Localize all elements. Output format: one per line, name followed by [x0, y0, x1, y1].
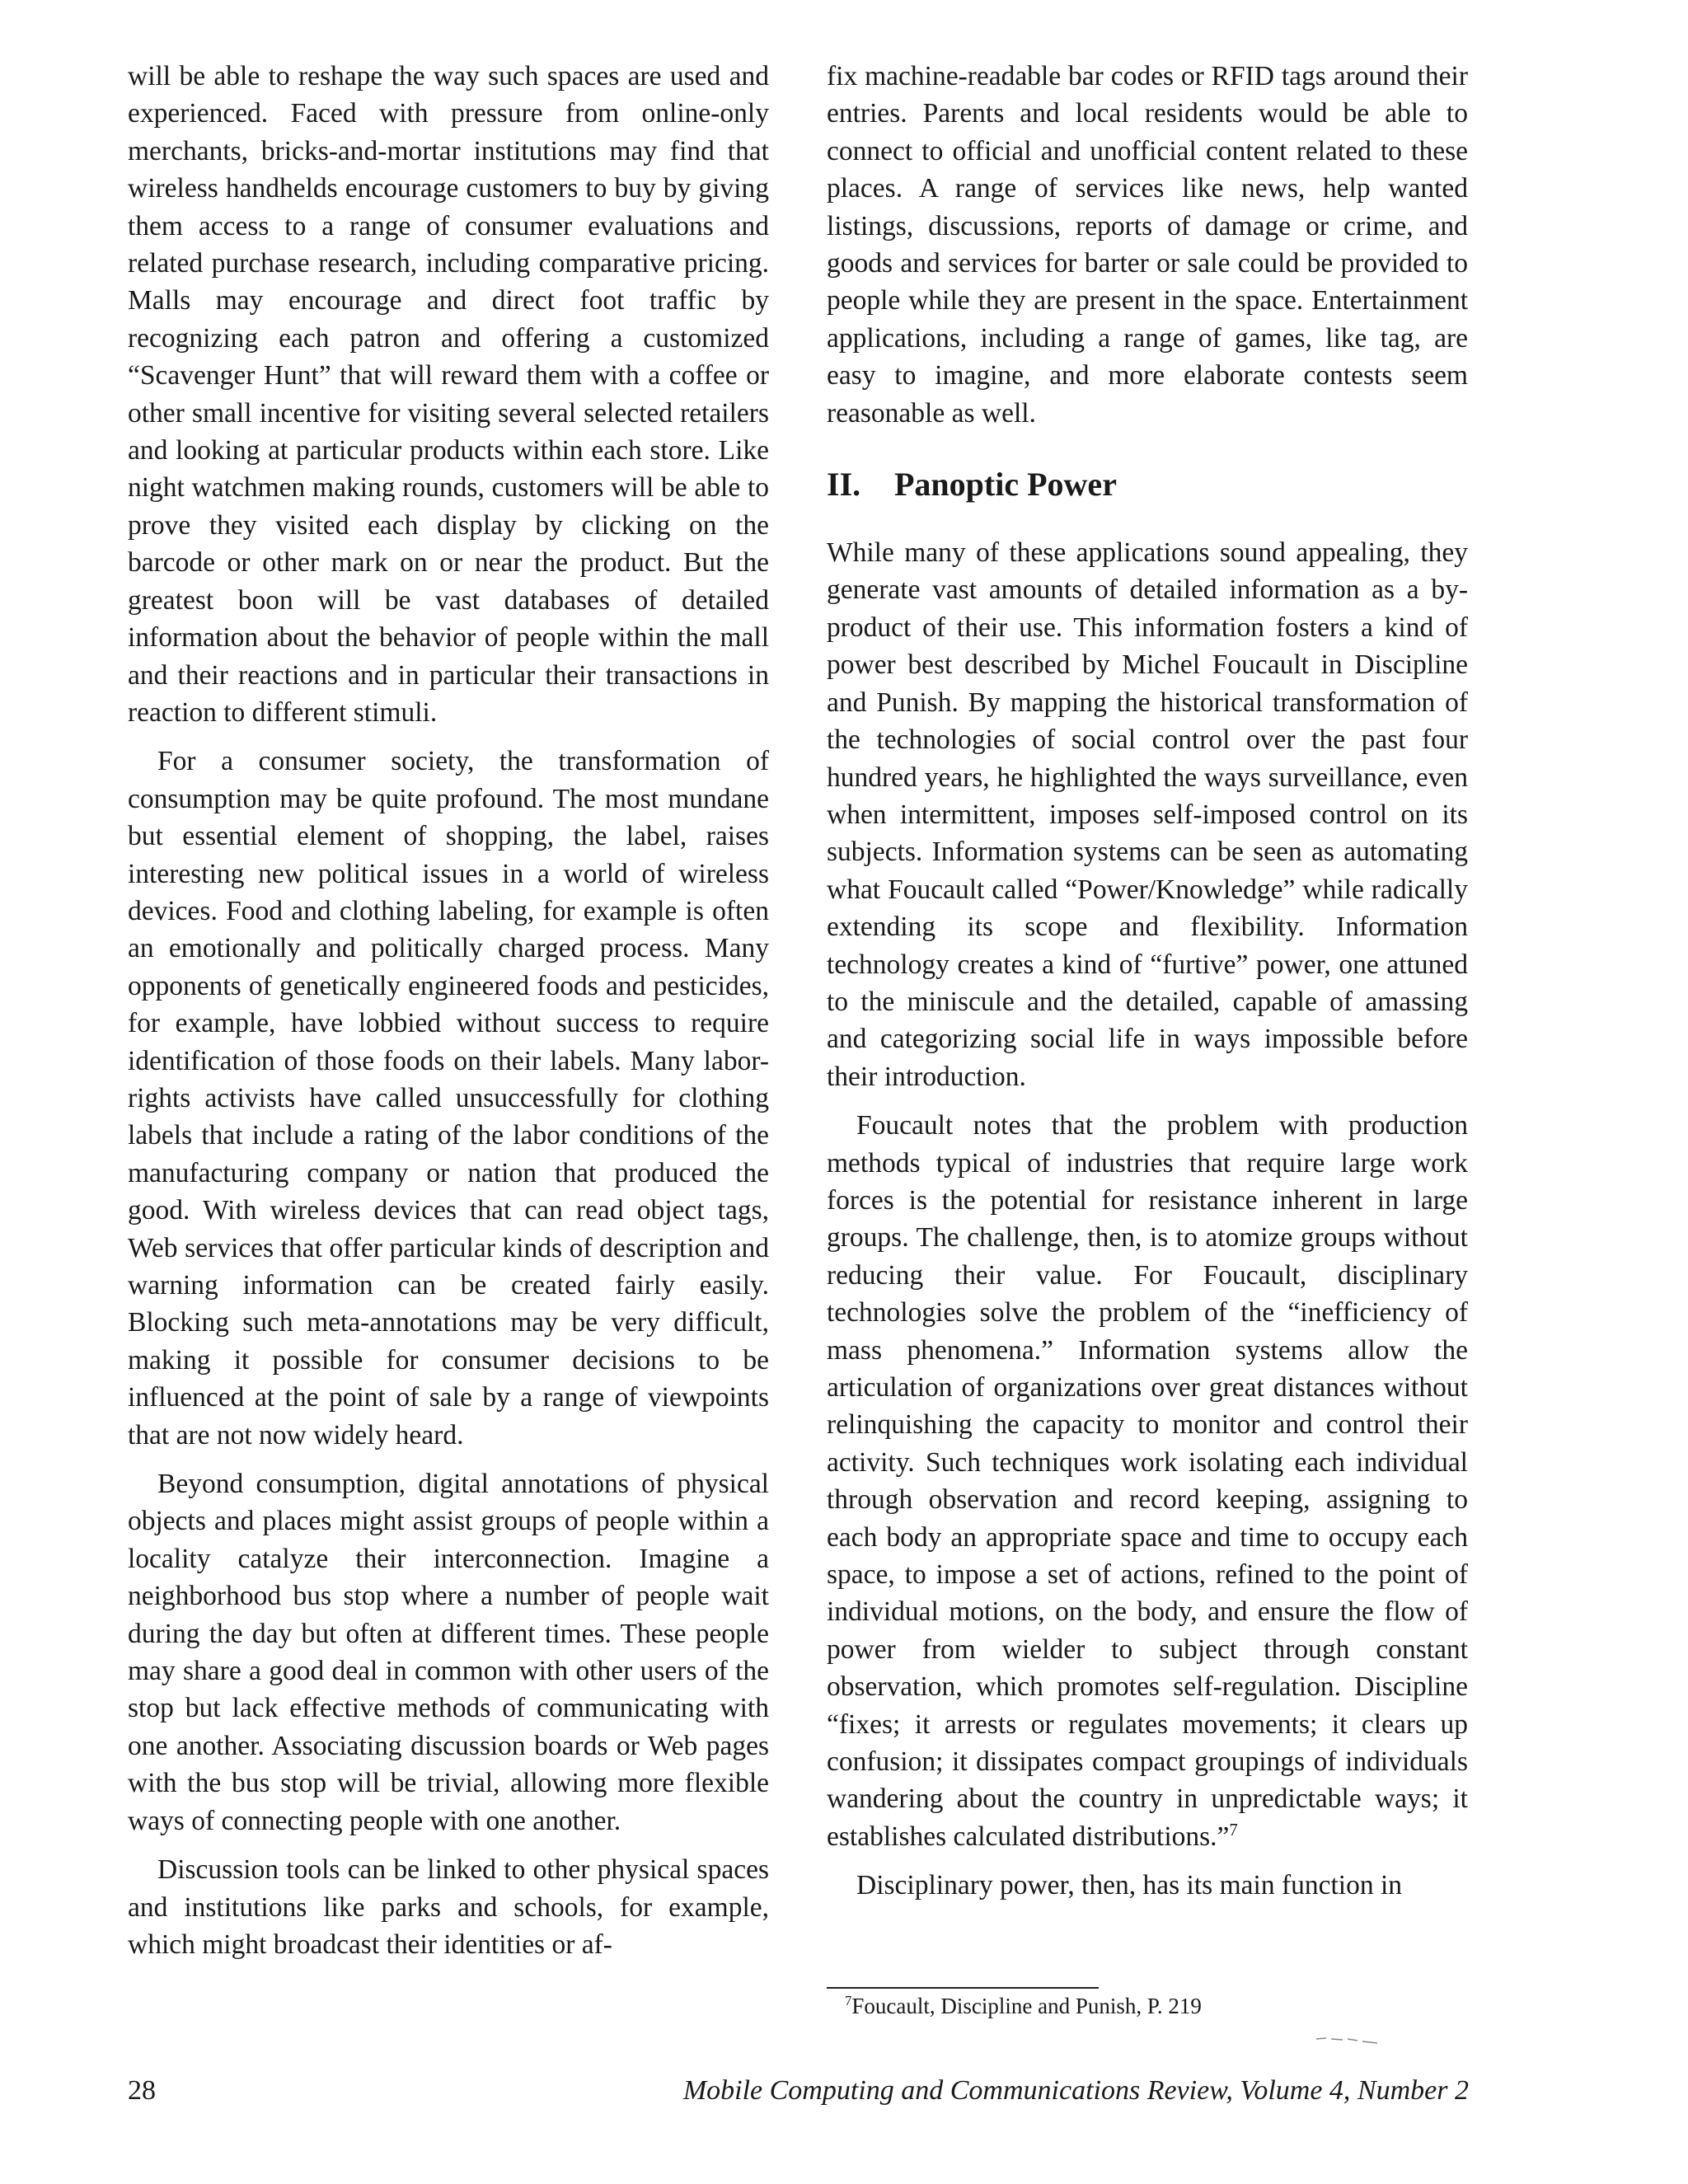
left-column: [128, 58, 769, 1975]
scan-smudge: [1315, 2034, 1381, 2044]
section-title: Panoptic Power: [894, 466, 1117, 504]
body-paragraph: Beyond consumption, digital annotations of physical objects and places might assist groups of people within a locality catalyze their interconnection. Imagine a neighborhood bus stop where a number of people wait during the day but often at different times. These people may share a good deal in common with other users of the stop but lack effective methods of communicating with one another. Associating discussion boards or Web pages with the bus stop will be trivial, allowing more flexible ways of connecting people with one another.: [128, 1469, 769, 1836]
page-number: 28: [128, 2075, 156, 2106]
body-paragraph: For a consumer society, the transformation of consumption may be quite profound. The most mundane but essential element of shopping, the label, raises interesting new political issues in a world of wireless devices. Food and clothing labeling, for example is often an emotionally and politically charged process. Many opponents of genetically engineered foods and pesticides, for example, have lobbied without success to require identification of those foods on their labels. Many labor-rights activists have called unsuccessfully for clothing labels that include a rating of the labor conditions of the manufacturing company or nation that produced the good. With wireless devices that can read object tags, Web services that offer particular kinds of description and warning information can be created fairly easily. Blocking such meta-annotations may be very difficult, making it possible for consumer decisions to be influenced at the point of sale by a range of viewpoints that are not now widely heard.: [128, 746, 769, 1451]
section-number: II.: [827, 466, 861, 504]
body-paragraph: will be able to reshape the way such spaces are used and experienced. Faced with pressure from online-only merchants, bricks-and-mortar institutions may find that wireless handhelds encourage customers to buy by giving them access to a range of consumer evaluations and related purchase research, including comparative pricing. Malls may encourage and direct foot traffic by recognizing each patron and offering a customized “Scavenger Hunt” that will reward them with a coffee or other small incentive for visiting several selected retailers and looking at particular products within each store. Like night watchmen making rounds, customers will be able to prove they visited each display by clicking on the barcode or other mark on or near the product. But the greatest boon will be vast databases of detailed information about the behavior of people within the mall and their reactions and in particular their transactions in reaction to different stimuli.: [128, 61, 769, 728]
right-column: [827, 58, 1468, 1916]
body-paragraph: fix machine-readable bar codes or RFID tags around their entries. Parents and local residents would be able to connect to official and unofficial content related to these places. A range of services like news, help wanted listings, discussions, reports of damage or crime, and goods and services for barter or sale could be provided to people while they are present in the space. Entertainment applications, including a range of games, like tag, are easy to imagine, and more elaborate contests seem reasonable as well.: [827, 61, 1468, 429]
body-paragraph: Disciplinary power, then, has its main function in: [856, 1870, 1403, 1901]
footnote-marker: 7: [845, 1993, 852, 2008]
footnote-text: Foucault, Discipline and Punish, P. 219: [851, 1994, 1202, 2018]
journal-footer: Mobile Computing and Communications Review, Volume 4, Number 2: [682, 2075, 1469, 2106]
paragraph-text: Foucault notes that the problem with production methods typical of industries that require large work forces is the potential for resistance inherent in large groups. The challenge, then, is to atomize groups without reducing their value. For Foucault, disciplinary technologies solve the problem of the “inefficiency of mass phenomena.” Information systems allow the articulation of organizations over great distances without relinquishing the capacity to monitor and control their activity. Such techniques work isolating each individual through observation and record keeping, assigning to each body an appropriate space and time to occupy each space, to impose a set of actions, refined to the point of individual motions, on the body, and ensure the flow of power from wielder to subject through constant observation, which promotes self-regulation. Discipline “fixes; it arrests or regulates movements; it clears up confusion; it dissipates compact groupings of individuals wandering about the country in unpredictable ways; it establishes calculated distributions.”: [827, 1110, 1468, 1852]
section-heading: [827, 463, 1468, 506]
body-paragraph: Discussion tools can be linked to other physical spaces and institutions like parks and schools, for example, which might broadcast their identities or af-: [128, 1854, 769, 1960]
footnote: [845, 1991, 1202, 2021]
footnote-reference: 7: [1229, 1820, 1238, 1840]
body-paragraph: While many of these applications sound appealing, they generate vast amounts of detailed information as a by-product of their use. This information fosters a kind of power best described by Michel Foucault in Discipline and Punish. By mapping the historical transformation of the technologies of social control over the past four hundred years, he highlighted the ways surveillance, even when intermittent, imposes self-imposed control on its subjects. Information systems can be seen as automating what Foucault called “Power/Knowledge” while radically extending its scope and flexibility. Information technology creates a kind of “furtive” power, one attuned to the miniscule and the detailed, capable of amassing and categorizing social life in ways impossible before their introduction.: [827, 537, 1468, 1092]
footnote-rule: [827, 1987, 1099, 1989]
body-paragraph: [827, 1107, 1468, 1855]
